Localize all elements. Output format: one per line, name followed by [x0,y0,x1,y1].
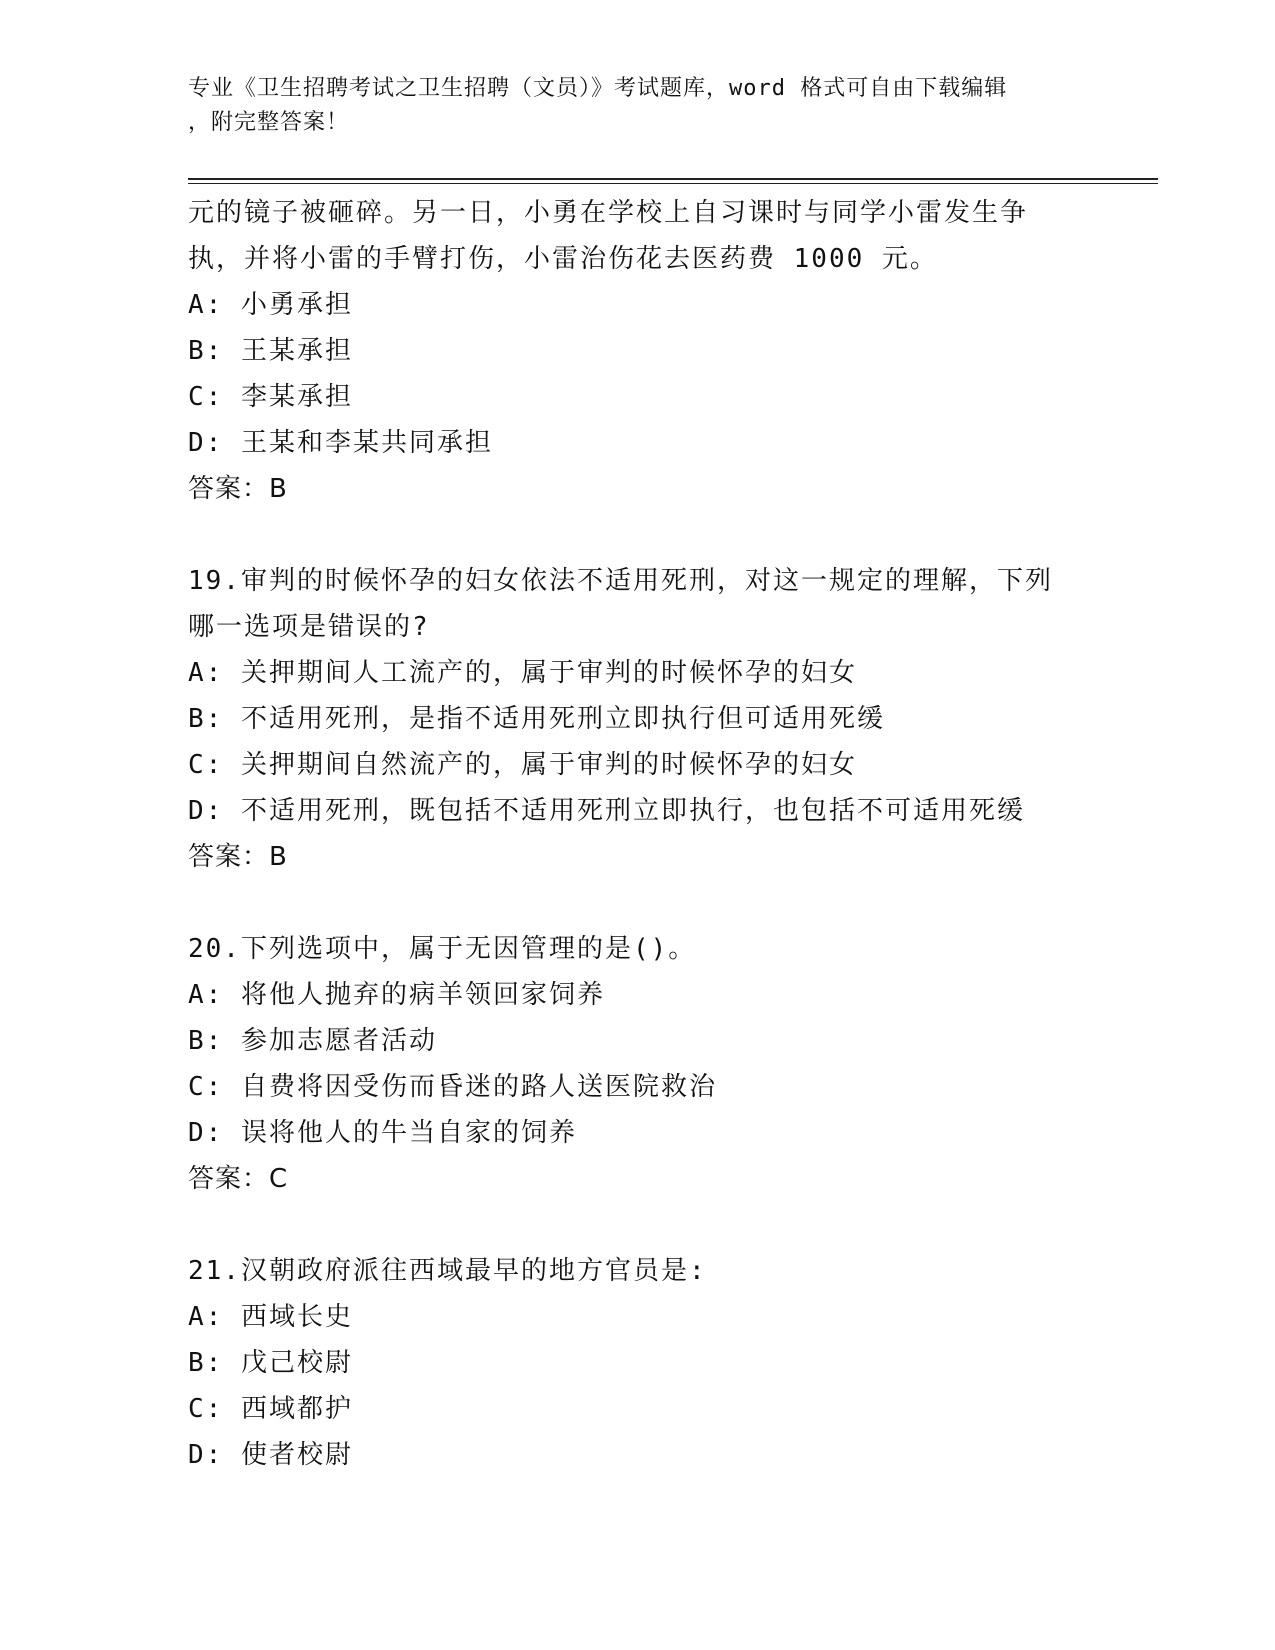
question-21 [188,1248,1088,1478]
question-text-line: 20.下列选项中，属于无因管理的是()。 [188,934,697,964]
option-d: D: 不适用死刑，既包括不适用死刑立即执行，也包括不可适用死缓 [188,796,1025,826]
option-c: C: 关押期间自然流产的，属于审判的时候怀孕的妇女 [188,750,857,780]
header-rule-thin [188,183,1158,184]
option-d: D: 王某和李某共同承担 [188,428,493,458]
document-header [188,72,1068,140]
spacer [188,880,1088,926]
option-b: B: 不适用死刑，是指不适用死刑立即执行但可适用死缓 [188,704,885,734]
question-text-line: 哪一选项是错误的? [188,612,430,642]
question-content [188,190,1088,1478]
question-text-line: 元的镜子被砸碎。另一日，小勇在学校上自习课时与同学小雷发生争 [188,198,1029,228]
option-c: C: 西域都护 [188,1394,353,1424]
header-line-2: ，附完整答案！ [188,110,350,135]
option-b: B: 参加志愿者活动 [188,1026,437,1056]
option-a: A: 小勇承担 [188,290,353,320]
answer: 答案：C [188,1164,289,1194]
option-c: C: 自费将因受伤而昏迷的路人送医院救治 [188,1072,717,1102]
question-text-line: 执，并将小雷的手臂打伤，小雷治伤花去医药费 1000 元。 [188,244,938,274]
spacer [188,1202,1088,1248]
option-a: A: 西域长史 [188,1302,353,1332]
question-text-line: 21.汉朝政府派往西域最早的地方官员是: [188,1256,707,1286]
header-line-1: 专业《卫生招聘考试之卫生招聘（文员）》考试题库，word 格式可自由下载编辑 [188,76,1008,101]
spacer [188,512,1088,558]
question-18-continuation [188,190,1088,512]
option-d: D: 使者校尉 [188,1440,353,1470]
option-a: A: 将他人抛弃的病羊领回家饲养 [188,980,605,1010]
question-text-line: 19.审判的时候怀孕的妇女依法不适用死刑，对这一规定的理解，下列 [188,566,1053,596]
option-a: A: 关押期间人工流产的，属于审判的时候怀孕的妇女 [188,658,857,688]
header-rule-thick [188,178,1158,180]
question-20 [188,926,1088,1202]
question-19 [188,558,1088,880]
answer: 答案：B [188,842,288,872]
option-c: C: 李某承担 [188,382,353,412]
option-b: B: 戊己校尉 [188,1348,353,1378]
option-b: B: 王某承担 [188,336,353,366]
option-d: D: 误将他人的牛当自家的饲养 [188,1118,577,1148]
answer: 答案：B [188,474,288,504]
